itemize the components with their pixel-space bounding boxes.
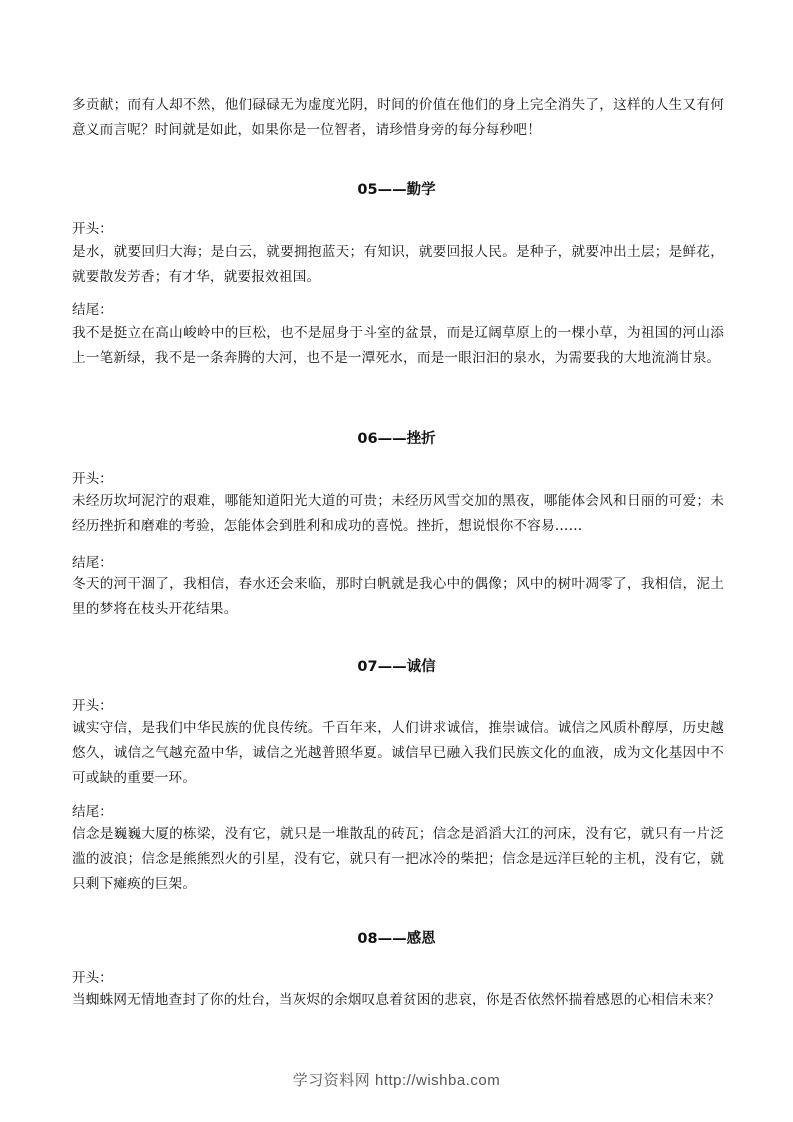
section-heading-07: 07——诚信 bbox=[357, 659, 436, 675]
section-heading-08: 08——感恩 bbox=[357, 931, 436, 947]
ending-paragraph: 我不是挺立在高山峻岭中的巨松，也不是屈身于斗室的盆景，而是辽阔草原上的一棵小草，为祖国的河山添上一笔新绿，我不是一条奔腾的大河，也不是一潭死水，而是一眼汩汩的泉水，为需要我的大地流淌甘泉。 bbox=[72, 325, 724, 366]
ending-label: 结尾： bbox=[72, 555, 113, 571]
ending-label: 结尾： bbox=[72, 302, 113, 318]
ending-label: 结尾： bbox=[72, 804, 113, 820]
opening-label: 开头： bbox=[72, 970, 113, 986]
footer-watermark: 学习资料网 http://wishba.com bbox=[292, 1072, 501, 1089]
opening-paragraph: 诚实守信，是我们中华民族的优良传统。千百年来，人们讲求诚信，推崇诚信。诚信之风质朴醇厚，历史越悠久，诚信之气越充盈中华，诚信之光越普照华夏。诚信早已融入我们民族文化的血液，成为文化基因中不可或缺的重要一环。 bbox=[72, 720, 724, 786]
opening-paragraph: 未经历坎坷泥泞的艰难，哪能知道阳光大道的可贵；未经历风雪交加的黑夜，哪能体会风和日丽的可爱；未经历挫折和磨难的考验，怎能体会到胜利和成功的喜悦。挫折，想说恨你不容易…… bbox=[72, 493, 724, 534]
opening-paragraph: 当蜘蛛网无情地查封了你的灶台，当灰烬的余烟叹息着贫困的悲哀，你是否依然怀揣着感恩的心相信未来？ bbox=[72, 992, 721, 1008]
opening-label: 开头： bbox=[72, 698, 113, 714]
opening-label: 开头： bbox=[72, 471, 113, 487]
ending-paragraph: 冬天的河干涸了，我相信，春水还会来临，那时白帆就是我心中的偶像；风中的树叶凋零了，我相信，泥土里的梦将在枝头开花结果。 bbox=[72, 576, 724, 617]
intro-paragraph: 多贡献；而有人却不然，他们碌碌无为虚度光阴，时间的价值在他们的身上完全消失了，这样的人生又有何意义而言呢？时间就是如此，如果你是一位智者，请珍惜身旁的每分每秒吧！ bbox=[72, 97, 724, 138]
section-heading-05: 05——勤学 bbox=[357, 182, 436, 198]
opening-paragraph: 是水，就要回归大海；是白云，就要拥抱蓝天；有知识，就要回报人民。是种子，就要冲出土层；是鲜花，就要散发芳香；有才华，就要报效祖国。 bbox=[72, 244, 724, 285]
opening-label: 开头： bbox=[72, 221, 113, 237]
section-heading-06: 06——挫折 bbox=[357, 431, 436, 447]
ending-paragraph: 信念是巍巍大厦的栋梁，没有它，就只是一堆散乱的砖瓦；信念是滔滔大江的河床，没有它，就只有一片泛滥的波浪；信念是熊熊烈火的引星，没有它，就只有一把冰冷的柴把；信念是远洋巨轮的主机，没有它，就只剩下瘫痪的巨架。 bbox=[72, 826, 724, 892]
